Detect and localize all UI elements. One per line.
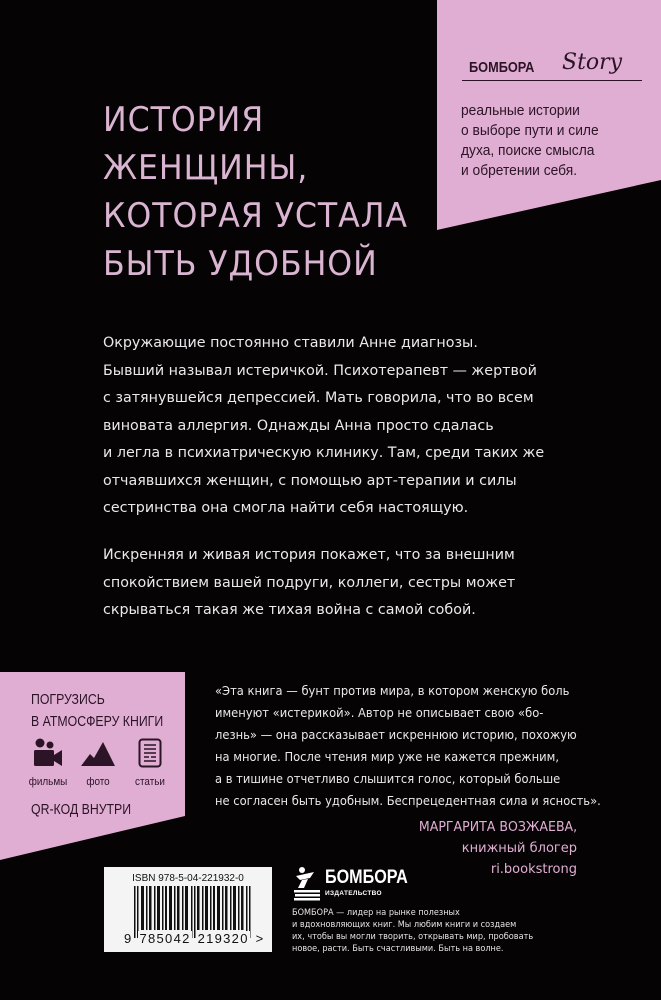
title-line: ЖЕНЩИНЫ,: [103, 148, 309, 188]
tagline-line: духа, поиске смысла: [461, 142, 595, 159]
review-author: [407, 817, 577, 880]
qr-item-films: [26, 738, 70, 788]
quote-line: не согласен быть удобным. Беспрецедентная сила и ясность».: [215, 794, 601, 808]
text-line: с затянувшейся депрессией. Мать говорила, что во всем: [103, 390, 534, 406]
qr-footer: QR-КОД ВНУТРИ: [31, 801, 132, 818]
qr-heading-line: В АТМОСФЕРУ КНИГИ: [31, 713, 164, 730]
isbn-digit-first: 9: [124, 931, 133, 946]
text-line: и легла в психиатрическую клинику. Там, среди таких же: [103, 445, 545, 461]
publisher-logo-icon: [292, 866, 322, 906]
isbn-digits: [123, 931, 263, 946]
book-title: [103, 96, 431, 288]
series-publisher: БОМБОРА: [469, 59, 535, 76]
series-tagline: [461, 101, 651, 181]
author-role: книжный блогер: [461, 841, 577, 856]
publisher-line: новое, расти. Быть счастливыми. Быть на волне.: [292, 944, 504, 954]
publisher-name: БОМБОРА: [325, 867, 408, 888]
qr-icon-row: [26, 738, 176, 798]
text-line: сестринства она смогла найти себя настоящую.: [103, 500, 469, 516]
text-line: виновата аллергия. Однажды Анна просто сдалась: [103, 417, 494, 434]
publisher-description: [292, 907, 543, 955]
isbn-label: ISBN 978-5-04-221932-0: [132, 873, 244, 884]
title-line: КОТОРАЯ УСТАЛА: [103, 196, 408, 236]
text-line: Окружающие постоянно ставили Анне диагнозы.: [103, 335, 478, 351]
tagline-line: реальные истории: [461, 102, 580, 119]
isbn-barcode: [104, 867, 272, 952]
title-line: ИСТОРИЯ: [103, 100, 265, 140]
publisher-line: их, чтобы вы могли творить, открывать мир, пробовать: [292, 932, 534, 942]
qr-item-label: фильмы: [28, 776, 68, 788]
isbn-digits-right: 219320: [197, 931, 249, 946]
quote-line: лезнь» — она рассказывает искреннюю историю, похожую: [215, 728, 577, 742]
mountain-icon: [81, 738, 115, 768]
tagline-line: и обретении себя.: [461, 162, 578, 179]
publisher-subtitle: ИЗДАТЕЛЬСТВО: [325, 890, 382, 897]
text-line: Бывший называл истеричкой. Психотерапевт — жертвой: [103, 362, 537, 379]
qr-heading-line: ПОГРУЗИСЬ: [31, 691, 105, 708]
description-paragraph-2: [103, 542, 553, 625]
series-name: Story: [562, 50, 623, 75]
publisher-line: и вдохновляющих книг. Мы любим книги и создаем: [292, 920, 517, 930]
publisher-line: БОМБОРА — лидер на рынке полезных: [292, 908, 460, 918]
tagline-line: о выборе пути и силе: [461, 122, 599, 139]
video-camera-icon: [33, 738, 63, 768]
document-icon: [138, 738, 162, 768]
text-line: Искренняя и живая история покажет, что за внешним: [103, 547, 515, 563]
quote-line: на многие. После чтения мир уже не кажется прежним,: [215, 750, 560, 764]
qr-item-label: фото: [86, 776, 110, 788]
title-line: БЫТЬ УДОБНОЙ: [103, 244, 378, 284]
author-handle: ri.bookstrong: [490, 862, 577, 877]
quote-line: именуют «истерикой». Автор не описывает свою «бо-: [215, 706, 544, 720]
text-line: отчаявшихся женщин, с помощью арт-терапии и силы: [103, 472, 517, 489]
author-name: МАРГАРИТА ВОЗЖАЕВА,: [418, 819, 577, 835]
isbn-digits-left: 785042: [139, 931, 191, 946]
quote-line: а в тишине отчетливо слышится голос, который больше: [215, 772, 561, 786]
qr-item-label: статьи: [135, 776, 165, 788]
qr-heading: [31, 689, 192, 733]
isbn-arrow: >: [255, 931, 265, 946]
text-line: скрываться такая же тихая война с самой собой.: [103, 602, 476, 618]
qr-item-articles: [128, 738, 172, 788]
text-line: спокойствием вашей подруги, коллеги, сестры может: [103, 574, 516, 591]
review-quote: [215, 680, 617, 812]
description-paragraph-1: [103, 330, 553, 523]
qr-item-photo: [76, 738, 120, 788]
quote-line: «Эта книга — бунт против мира, в котором женскую боль: [215, 684, 570, 698]
series-logo: [462, 50, 642, 81]
